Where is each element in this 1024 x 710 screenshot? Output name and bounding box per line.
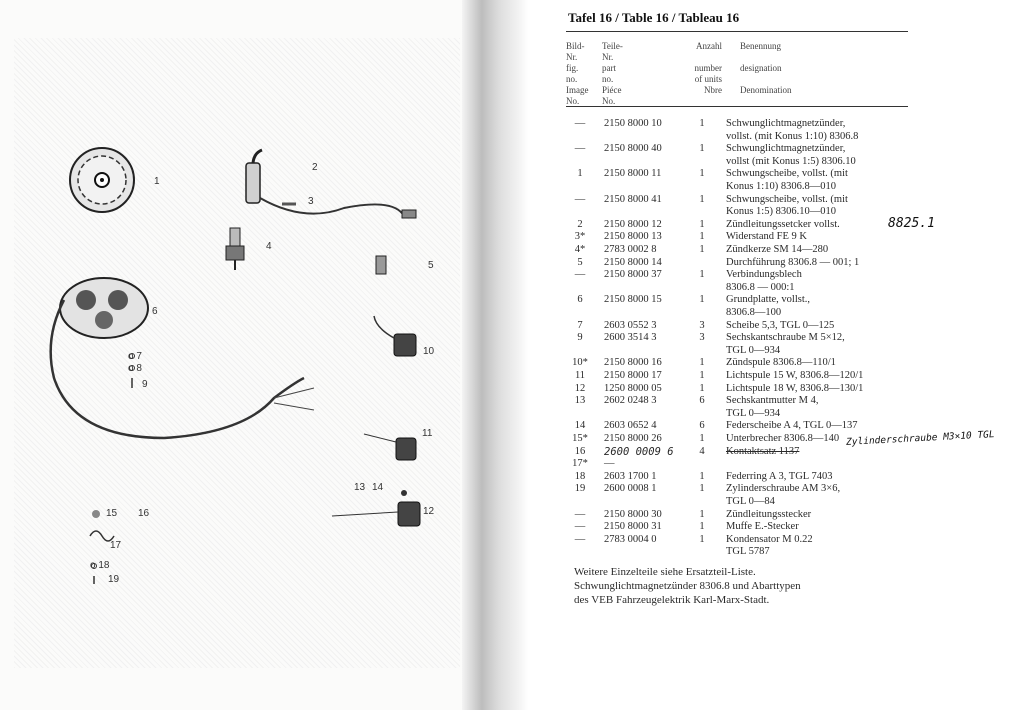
label-7: o 7 [128,351,142,362]
ignition-lead-part [246,150,416,218]
row-designation: TGL 0—934 [726,407,781,419]
row-designation: Grundplatte, vollst., [726,294,810,306]
row-designation: Lichtspule 18 W, 8306.8—130/1 [726,382,864,394]
row-part-no: 2150 8000 13 [604,231,662,243]
row-image-no: — [574,193,586,205]
flywheel-part [70,148,134,212]
row-quantity: 1 [699,218,705,230]
illustration-svg [14,38,460,668]
label-15: 15 [106,508,118,519]
row-quantity: 1 [699,294,705,306]
row-designation: Durchführung 8306.8 — 001; 1 [726,256,860,268]
row-part-no: 2150 8000 15 [604,294,662,306]
row-quantity: 1 [699,508,705,520]
row-part-no: 2150 8000 12 [604,218,662,230]
row-image-no: 10* [572,357,588,369]
row-image-no: 3* [574,231,586,243]
header-part-no: Teile- Nr. part no. Piéce No. [602,41,623,106]
row-quantity: 1 [699,382,705,394]
label-11: 11 [422,428,433,439]
row-part-no: 2150 8000 26 [604,433,662,444]
row-part-no: 2150 8000 17 [604,370,662,381]
row-designation: Sechskantmutter M 4, [726,395,819,407]
row-designation: Verbindungsblech [726,269,802,281]
row-quantity: 3 [699,332,705,344]
row-image-no: — [574,269,586,281]
row-quantity: 1 [699,143,705,155]
row-image-no: 4* [574,244,586,255]
row-designation: Kondensator M 0.22 [726,533,813,545]
row-part-no: 2603 0552 3 [604,319,657,331]
row-image-no: 14 [574,420,586,432]
row-designation: Muffe E.-Stecker [726,521,799,533]
row-designation: 8306.8—100 [726,307,782,318]
row-image-no: 2 [577,218,583,230]
row-quantity: 1 [699,168,705,180]
row-quantity: 1 [699,533,705,545]
row-part-no: 2603 0652 4 [604,420,657,432]
table-row [566,546,946,562]
row-image-no: — [574,533,586,545]
row-quantity: 1 [699,231,705,243]
label-16: 16 [138,508,150,519]
label-14: 14 [372,482,384,493]
handwritten-note-replacement: Zylinderschraube M3×10 TGL [845,429,995,448]
row-image-no: — [574,521,586,533]
row-part-no: — [604,458,615,470]
row-quantity: 1 [699,193,705,205]
footer-line-2: Schwunglichtmagnetzünder 8306.8 und Abarttypen [574,580,801,592]
label-18: o 18 [90,560,110,571]
row-part-no: 2783 0002 8 [604,244,657,255]
row-quantity: 1 [699,521,705,533]
row-designation: Unterbrecher 8306.8—140 [726,433,840,444]
label-13: 13 [354,482,366,493]
row-quantity: 1 [699,483,705,495]
row-designation: Zündleitungssetcker vollst. [726,218,840,230]
spark-plug-part [226,228,244,270]
row-part-no: 1250 8000 05 [604,382,662,394]
label-5: 5 [428,260,434,271]
label-19: 19 [108,574,120,585]
label-2: 2 [312,162,318,173]
row-designation: Konus 1:5) 8306.10—010 [726,206,836,218]
row-image-no: 16 [574,445,586,457]
row-quantity: 1 [699,433,705,444]
row-part-no: 2600 3514 3 [604,332,657,344]
label-4: 4 [266,241,272,252]
row-image-no: 17* [572,458,588,470]
row-designation: Zylinderschraube AM 3×6, [726,483,841,495]
ignition-coil-part [374,316,416,356]
row-part-no: 2150 8000 11 [604,168,662,180]
row-part-no: 2600 0008 1 [604,483,657,495]
base-plate-part [51,278,314,438]
row-designation: Federscheibe A 4, TGL 0—137 [726,420,858,432]
row-designation: TGL 0—84 [726,496,775,507]
row-designation: Widerstand FE 9 K [726,231,807,243]
row-designation: Schwungscheibe, vollst. (mit [726,168,848,180]
row-image-no: 6 [577,294,583,306]
row-quantity: 3 [699,319,705,331]
row-designation: Zündleitungsstecker [726,508,812,520]
label-6: 6 [152,306,158,317]
header-quantity: Anzahl number of units Nbre [694,41,722,95]
page-title: Tafel 16 / Table 16 / Tableau 16 [568,10,740,25]
row-designation: Zündspule 8306.8—110/1 [726,357,836,369]
row-designation: Konus 1:10) 8306.8—010 [726,181,836,192]
book-gutter [462,0,528,710]
row-designation: Schwunglichtmagnetzünder, [726,143,846,155]
row-quantity: 1 [699,357,705,369]
row-part-no: 2783 0004 0 [604,533,657,545]
row-part-no: 2602 0248 3 [604,395,657,407]
row-image-no: 5 [577,256,583,268]
row-part-no: 2150 8000 37 [604,269,662,281]
row-image-no: — [574,143,586,155]
row-quantity: 1 [699,370,705,381]
row-part-no: 2150 8000 30 [604,508,662,520]
row-designation: TGL 5787 [726,546,770,558]
row-quantity: 4 [699,445,705,457]
label-17: 17 [110,540,122,551]
row-quantity: 1 [699,269,705,281]
label-1: 1 [154,176,160,187]
row-image-no: 13 [574,395,586,407]
label-3: 3 [308,196,314,207]
row-designation: TGL 0—934 [726,344,781,356]
row-quantity: 6 [699,395,705,407]
row-part-no: 2150 8000 10 [604,118,662,129]
right-page [528,0,1024,710]
grommet-part [376,256,386,274]
row-image-no: 9 [577,332,583,344]
row-part-no: 2603 1700 1 [604,470,657,482]
row-designation: Sechskantschraube M 5×12, [726,332,845,344]
row-part-no: 2150 8000 40 [604,143,662,155]
row-image-no: 11 [574,370,586,381]
label-10: 10 [423,346,435,357]
row-designation: Scheibe 5,3, TGL 0—125 [726,319,835,331]
row-designation: Kontaktsatz 1137 [726,445,800,457]
label-12: 12 [423,506,435,517]
parts-illustration [14,38,460,668]
row-image-no: — [574,508,586,520]
row-designation: vollst (mit Konus 1:5) 8306.10 [726,155,856,167]
row-image-no: 19 [574,483,586,495]
row-image-no: 12 [574,382,586,394]
handwritten-note-number: 8825.1 [888,216,935,231]
row-designation: Schwungscheibe, vollst. (mit [726,193,848,205]
label-9: 9 [142,379,148,390]
row-designation: 8306.8 — 000:1 [726,281,795,293]
row-designation: Federring A 3, TGL 7403 [726,470,833,482]
row-image-no: 7 [577,319,583,331]
row-image-no: 18 [574,470,586,482]
row-part-no: 2600 0009 6 [604,445,674,458]
left-page [0,0,470,710]
row-image-no: 15* [572,433,588,444]
header-image-no: Bild- Nr. fig. no. Image No. [566,41,589,106]
lighting-coil-15w-part [364,434,416,460]
title-rule [566,31,908,32]
label-8: o 8 [128,363,142,374]
row-part-no: 2150 8000 16 [604,357,662,369]
footer-line-3: des VEB Fahrzeugelektrik Karl-Marx-Stadt. [574,594,770,606]
row-designation: Zündkerze SM 14—280 [726,244,829,255]
row-quantity: 1 [699,244,705,255]
row-quantity: 6 [699,420,705,432]
footer-line-1: Weitere Einzelteile siehe Ersatzteil-Liste. [574,566,756,578]
row-part-no: 2150 8000 14 [604,256,662,268]
row-image-no: 1 [577,168,583,180]
header-rule [566,106,908,107]
header-designation: Benennung designation Denomination [740,41,792,95]
lighting-coil-18w-part [332,490,420,526]
row-part-no: 2150 8000 41 [604,193,662,205]
row-image-no: — [574,118,586,129]
row-designation: vollst. (mit Konus 1:10) 8306.8 [726,130,859,142]
row-designation: Lichtspule 15 W, 8306.8—120/1 [726,370,864,381]
row-quantity: 1 [699,470,705,482]
row-quantity: 1 [699,118,705,129]
row-part-no: 2150 8000 31 [604,521,662,533]
row-designation: Schwunglichtmagnetzünder, [726,118,846,129]
